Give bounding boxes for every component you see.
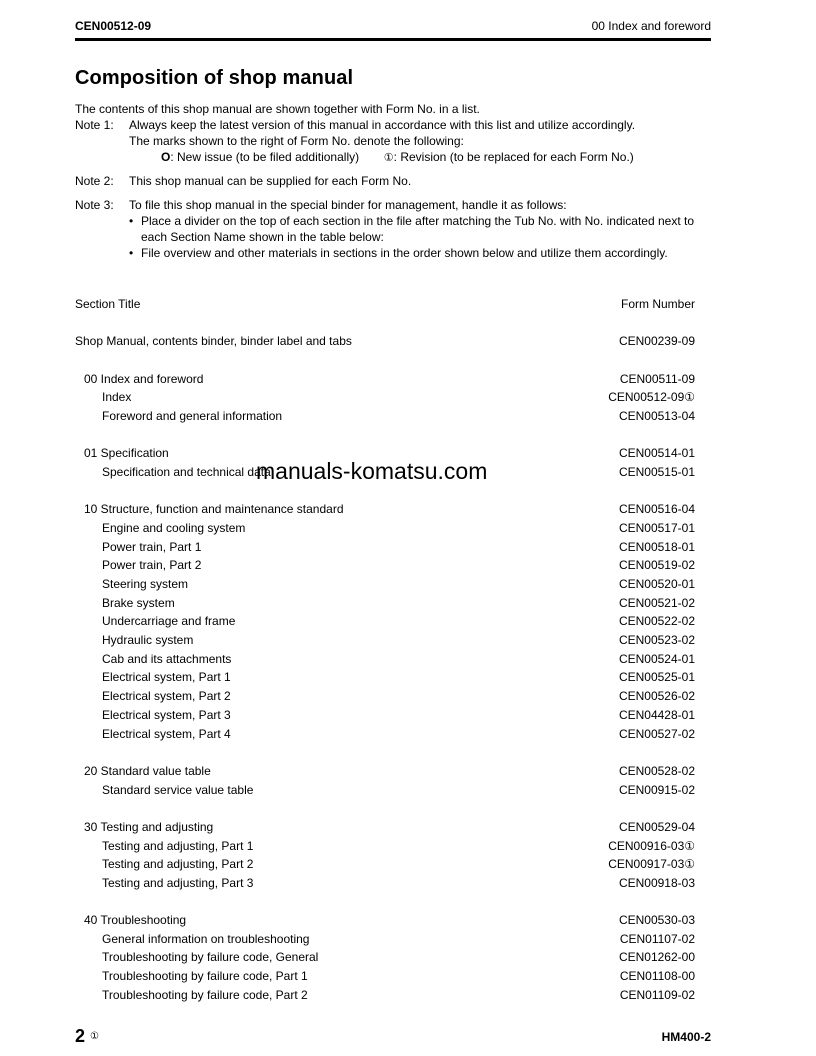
table-row: 20 Standard value table CEN00528-02: [84, 764, 695, 778]
bullet-icon: •: [129, 246, 134, 260]
table-row: Shop Manual, contents binder, binder label and tabs CEN00239-09: [75, 334, 695, 348]
mark-legend: [161, 149, 634, 166]
note2-label: Note 2:: [75, 174, 114, 188]
note3-label: Note 3:: [75, 198, 114, 212]
header-rule: [75, 38, 711, 41]
table-row: Electrical system, Part 2 CEN00526-02: [102, 689, 695, 703]
table-row: Undercarriage and frame CEN00522-02: [102, 614, 695, 628]
table-row: Index CEN00512-09①: [102, 390, 695, 404]
table-row: General information on troubleshooting CEN01107-02: [102, 932, 695, 946]
bullet-icon: •: [129, 214, 134, 228]
note1-label: Note 1:: [75, 118, 114, 132]
table-row: 00 Index and foreword CEN00511-09: [84, 372, 695, 386]
table-row: Electrical system, Part 3 CEN04428-01: [102, 708, 695, 722]
table-row: Foreword and general information CEN00513-04: [102, 409, 695, 423]
document-page: [75, 0, 711, 1056]
column-header-form: Form Number: [620, 297, 695, 311]
table-row: Brake system CEN00521-02: [102, 596, 695, 610]
table-row: Hydraulic system CEN00523-02: [102, 633, 695, 647]
table-row: Testing and adjusting, Part 3 CEN00918-03: [102, 876, 695, 890]
table-row: 01 Specification CEN00514-01: [84, 446, 695, 460]
table-row: Electrical system, Part 1 CEN00525-01: [102, 670, 695, 684]
table-row: Power train, Part 1 CEN00518-01: [102, 540, 695, 554]
note1-line2: The marks shown to the right of Form No. denote the following:: [129, 134, 464, 148]
table-row: Specification and technical data CEN00515-01: [102, 465, 695, 479]
table-header: [75, 296, 695, 312]
header-section: 00 Index and foreword: [591, 19, 711, 33]
table-row: Standard service value table CEN00915-02: [102, 783, 695, 797]
column-header-title: Section Title: [75, 297, 141, 311]
note3-text: To file this shop manual in the special binder for management, handle it as follows:: [129, 198, 567, 212]
page-header: [75, 19, 711, 35]
note2-text: This shop manual can be supplied for each Form No.: [129, 174, 412, 188]
bullet-text: Place a divider on the top of each section in the file after matching the Tub No. with No. indicated next to each Section Name shown in the table below:: [141, 214, 694, 244]
revision-mark-icon: ①: [383, 152, 394, 164]
new-issue-mark-icon: O: [161, 150, 171, 164]
table-row: Power train, Part 2 CEN00519-02: [102, 558, 695, 572]
page-title: Composition of shop manual: [75, 67, 354, 89]
table-row: Troubleshooting by failure code, General CEN01262-00: [102, 950, 695, 964]
watermark: manuals-komatsu.com: [256, 458, 488, 484]
table-row: 30 Testing and adjusting CEN00529-04: [84, 820, 695, 834]
doc-code: CEN00512-09: [75, 19, 152, 33]
table-row: Steering system CEN00520-01: [102, 577, 695, 591]
revision-text: : Revision (to be replaced for each Form No.): [393, 150, 634, 164]
new-issue-text: : New issue (to be filed additionally): [170, 150, 360, 164]
table-row: Troubleshooting by failure code, Part 2 CEN01109-02: [102, 988, 695, 1002]
table-row: 40 Troubleshooting CEN00530-03: [84, 913, 695, 927]
table-row: Testing and adjusting, Part 2 CEN00917-03①: [102, 857, 695, 871]
page-number: 2: [75, 1026, 86, 1046]
table-row: Engine and cooling system CEN00517-01: [102, 521, 695, 535]
intro-text: The contents of this shop manual are shown together with Form No. in a list.: [75, 102, 480, 116]
table-row: Testing and adjusting, Part 1 CEN00916-03①: [102, 839, 695, 853]
table-row: 10 Structure, function and maintenance standard CEN00516-04: [84, 502, 695, 516]
table-row: Cab and its attachments CEN00524-01: [102, 652, 695, 666]
model-code: HM400-2: [661, 1030, 711, 1044]
bullet-text: File overview and other materials in sections in the order shown below and utilize them accordingly.: [141, 246, 668, 260]
table-row: Electrical system, Part 4 CEN00527-02: [102, 727, 695, 741]
revision-mark-icon: ①: [90, 1031, 99, 1042]
note1-line1: Always keep the latest version of this manual in accordance with this list and utilize accordingly.: [129, 118, 636, 132]
table-row: Troubleshooting by failure code, Part 1 CEN01108-00: [102, 969, 695, 983]
